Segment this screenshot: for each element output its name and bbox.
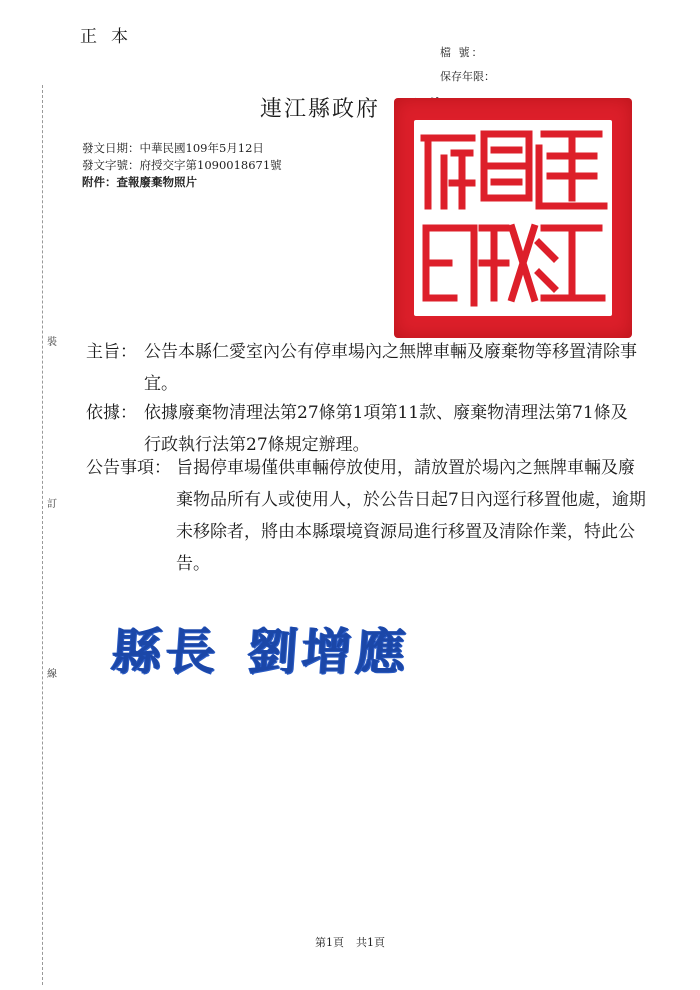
notice-label: 公告事項：	[86, 458, 171, 478]
binding-mark-1: 裝	[47, 337, 57, 348]
page-current: 第1頁	[315, 936, 344, 949]
copy-label: 正本	[80, 27, 142, 47]
binding-mark-3: 線	[47, 669, 57, 680]
seal-graphic	[394, 98, 632, 338]
retention-label: 保存年限：	[440, 70, 495, 83]
signature	[109, 612, 412, 684]
binding-mark-2: 訂	[47, 499, 57, 510]
basis-label: 依據：	[86, 403, 137, 423]
binding-line	[42, 85, 43, 985]
page-total: 共1頁	[356, 936, 385, 949]
subject-text: 公告本縣仁愛室內公有停車場內之無牌車輛及廢棄物等移置清除事宜。	[144, 342, 637, 394]
signature-title: 縣長	[109, 622, 222, 681]
signature-name: 劉增應	[245, 622, 412, 681]
issue-date: 發文日期：中華民國109年5月12日	[82, 141, 264, 155]
issuing-organization: 連江縣政府	[260, 97, 381, 122]
attachment: 附件：查報廢棄物照片	[82, 175, 197, 189]
file-number-label: 檔 號：	[440, 46, 485, 59]
document-number: 發文字號：府授交字第1090018671號	[82, 158, 282, 172]
subject-label: 主旨：	[86, 342, 137, 362]
basis-text: 依據廢棄物清理法第27條第1項第11款、廢棄物清理法第71條及行政執行法第27條規定辦理。	[144, 403, 628, 455]
official-seal	[394, 98, 632, 338]
page-number	[0, 934, 700, 950]
notice-text: 旨揭停車場僅供車輛停放使用，請放置於場內之無牌車輛及廢棄物品所有人或使用人，於公告日起7日內逕行移置他處，逾期未移除者，將由本縣環境資源局進行移置及清除作業，特此公告。	[176, 458, 646, 574]
